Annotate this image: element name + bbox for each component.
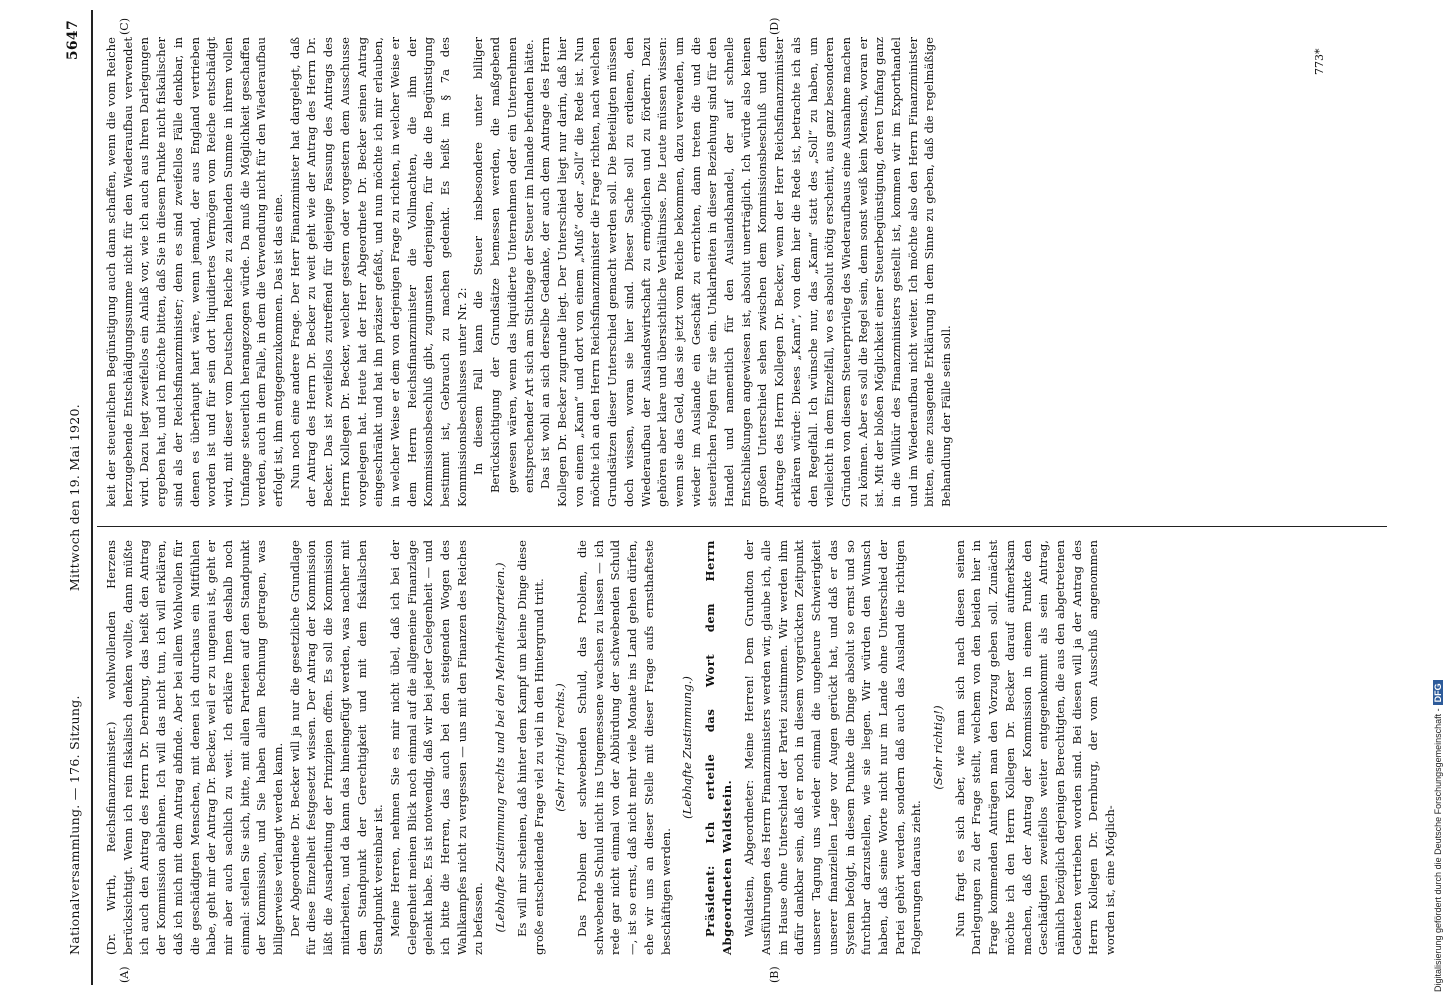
header-left: Nationalversammlung. — 176. Sitzung. (67, 695, 82, 955)
digitization-credit (1433, 680, 1443, 992)
column-divider (97, 526, 1387, 527)
paragraph: Das Problem der schwebenden Schuld, das Problem, die schwebende Schuld nicht ins Ungemessene wachsen zu lassen — ich rede gar nicht einmal von der Abbürdung der schwebenden Schuld —, ist so ernst, daß nicht mehr viele Monate ins Land gehen dürfen, ehe wir uns an dieser Stelle mit dieser Frage aufs ernsthafteste beschäftigen werden. (574, 540, 673, 955)
interjection: (Sehr richtig! rechts.) (553, 683, 568, 812)
page-footer-number: 773* (1313, 48, 1326, 75)
paragraph: Der Abgeordnete Dr. Becker will ja nur die gesetzliche Grundlage für diese Einzelheit festgesetzt wissen. Der Antrag der Kommission läßt die Ausarbeitung der Prinzipien offen. Es soll die Kommission mitarbeiten, und da kann das hineingefügt werden, was nachher mit dem Standpunkt der Gerechtigkeit und mit dem fiskalischen Standpunkt vereinbar ist. (287, 540, 386, 955)
dfg-logo: DFG (1433, 680, 1443, 705)
text-column-right (103, 37, 955, 507)
header-rule (91, 10, 93, 985)
interjection: (Lebhafte Zustimmung rechts und bei den Mehrheitsparteien.) (493, 562, 508, 933)
header-center: Mittwoch den 19. Mai 1920. (67, 403, 82, 592)
margin-mark-a: (A) (118, 966, 131, 983)
paragraph: Meine Herren, nehmen Sie es mir nicht übel, daß ich bei der Gelegenheit meinen Blick noch einmal auf die allgemeine Finanzlage gelenkt habe. Es ist notwendig, daß wir bei jeder Gelegenheit — und ich bitte die Herren, das auch bei den steigenden Wogen des Wahlkampfes nicht zu vergessen — uns mit den Finanzen des Reiches zu befassen. (387, 540, 486, 955)
paragraph: (Dr. Wirth, Reichsfinanzminister.) wohlwollenden Herzens berücksichtigt. Wenn ich rein fiskalisch denken wollte, dann müßte ich auch den Antrag des Herrn Dr. Dernburg, das heißt den Antrag der Kommission ablehnen. Ich will das nicht tun, ich will erklären, daß ich mich mit dem Antrag abfinde. Aber bei allem Wohlwollen für die geschädigten Menschen, mit denen ich durchaus ein Mitfühlen habe, geht mir der Antrag Dr. Becker, weil er zu ungenau ist, geht er mir aber auch sachlich zu weit. Ich erkläre Ihnen deshalb noch einmal: stellen Sie sich, bitte, mit allen Parteien auf den Standpunkt der Kommission, und Sie haben allem Rechnung getragen, was billigerweise verlangt werden kann. (104, 540, 286, 955)
paragraph: keit der steuerlichen Begünstigung auch dann schaffen, wenn die vom Reiche herzugebende Entschädigungssumme nicht für den Wiederaufbau verwendet wird. Dazu liegt zweifellos ein Anlaß vor, wie ich auch aus Ihren Darlegungen ergeben hat, und ich möchte bitten, daß Sie in diesem Punkte nicht fiskalischer sind als der Reichsfinanzminister; denn es sind zweifellos Fälle denkbar, in denen es überhaupt hart wäre, wenn jemand, der aus England vertrieben worden ist und für sein dort liquidiertes Vermögen vom Reiche entschädigt wird, mit dieser vom Deutschen Reiche zu zahlenden Summe in ihrem vollen Umfange steuerlich herangezogen würde. Da muß die Möglichkeit geschaffen werden, auch in dem Falle, in dem die Verwendung nicht für den Wiederaufbau erfolgt ist, ihm entgegenzukommen. Das ist das eine. (104, 37, 286, 507)
margin-mark-d: (D) (768, 17, 781, 35)
credit-text: Digitalisierung gefördert durch die Deutsche Forschungsgemeinschaft - (1433, 708, 1443, 992)
text-column-left (103, 540, 1119, 955)
rotated-page-content (63, 10, 1393, 985)
paragraph: Nun noch eine andere Frage. Der Herr Finanzminister hat dargelegt, daß der Antrag des Herrn Dr. Becker zu weit geht wie der Antrag des Herrn Dr. Becker. Das ist zweifellos zutreffend für diejenige Fassung des Antrags des Herrn Kollegen Dr. Becker, welcher gestern oder vorgestern dem Ausschusse vorgelegen hat. Heute hat der Herr Abgeordnete Dr. Becker seinen Antrag eingeschränkt und hat ihn präziser gefaßt, und nun möchte ich mir erlauben, in welcher Weise er dem von derjenigen Frage zu richten, in welcher Weise er dem Herrn Reichsfinanzminister die Vollmachten, die ihm der Kommissionsbeschluß gibt, zugunsten derjenigen, für die die Begünstigung bestimmt ist, Gebrauch zu machen gedenkt. Es heißt im § 7a des Kommissionsbeschlusses unter Nr. 2: (287, 37, 469, 507)
paragraph: Es will mir scheinen, daß hinter dem Kampf um kleine Dinge diese große entscheidende Frage viel zu viel in den Hintergrund tritt. (514, 540, 546, 955)
paragraph: Das ist wohl an sich derselbe Gedanke, der auch dem Antrage des Herrn Kollegen Dr. Becker zugrunde liegt. Der Unterschied liegt nur darin, daß hier von einem „Kann“ und dort von einem „Muß“ oder „Soll“ die Rede ist. Nun möchte ich an den Herrn Reichsfinanzminister die Frage richten, nach welchen Grundsätzen dieser Unterschied gemacht werden soll. Die Beteiligten müssen doch wissen, woran sie hier sind. Dieser Sache soll zu erdienen, den Wiederaufbau der Auslandswirtschaft zu ermöglichen und zu fördern. Dazu gehören aber klare und übersichtliche Verhältnisse. Die Leute müssen wissen: wenn sie das Geld, das sie jetzt vom Reiche bekommen, dazu verwenden, um wieder im Auslande ein Geschäft zu errichten, dann treten die und die steuerlichen Folgen für sie ein. Unklarheiten in dieser Beziehung sind für den Handel und namentlich für den Auslandshandel, der auf schnelle Entschließungen angewiesen ist, absolut unerträglich. Ich würde also keinen großen Unterschied sehen zwischen dem Kommissionsbeschluß und dem Antrage des Herrn Kollegen Dr. Becker, wenn der Herr Reichsfinanzminister erklären würde: Dieses „Kann“, von dem hier die Rede ist, betrachte ich als den Regelfall. Ich wünsche nur, das „Kann“ statt des „Soll“ zu haben, um vielleicht in dem Einzelfall, wo es absolut nötig erscheint, aus ganz besonderen Gründen von diesem Steuerprivileg des Wiederaufbaus eine Ausnahme machen zu können. Aber es soll die Regel sein, denn sonst weiß kein Mensch, woran er ist. Mit der bloßen Möglichkeit einer Steuerbegünstigung, deren Umfang ganz in die Willkür des Finanzministers gestellt ist, kommen wir im Exporthandel und im Wiederaufbau nicht weiter. Ich möchte also den Herrn Finanzminister bitten, eine zusagende Erklärung in dem Sinne zu geben, daß die regelmäßige Behandlung der Fälle sein soll. (538, 37, 954, 507)
interjection: (Sehr richtig!) (931, 705, 946, 790)
quoted-paragraph: In diesem Fall kann die Steuer insbesondere unter billiger Berücksichtigung der Grundsätze bemessen werden, die maßgebend gewesen wären, wenn das liquidierte Unternehmen oder ein Unternehmen entsprechender Art sich am Stichtage der Steuer im Inlande befunden hätte. (471, 37, 536, 493)
interjection: (Lebhafte Zustimmung.) (680, 676, 695, 819)
speech-paragraph: Waldstein, Abgeordneter: Meine Herren! Dem Grundton der Ausführungen des Herrn Finanzministers werden wir, glaube ich, alle im Hause ohne Unterschied der Partei zustimmen. Wir werden ihm dafür dankbar sein, daß er noch in diesem vorgerückten Zeitpunkt unserer Tagung uns wieder einmal die ungeheure Schwierigkeit unserer finanziellen Lage vor Augen gerückt hat, und daß er das System befolgt, in diesem Punkte die Dinge absolut so ernst und so furchtbar darzustellen, wie sie liegen. Wir würden den Wunsch haben, daß seine Worte nicht nur im Lande ohne Unterschied der Partei gehört werden, sondern daß auch das Ausland die richtigen Folgerungen daraus zieht. (742, 540, 924, 955)
speaker-paragraph: Präsident: Ich erteile das Wort dem Herrn Abgeordneten Waldstein. (702, 540, 734, 955)
margin-mark-c: (C) (118, 18, 131, 35)
paragraph: Nun fragt es sich aber, wie man sich nach diesen seinen Darlegungen zu der Frage stellt, welchem von den beiden hier in Frage kommenden Anträgen man den Vorzug geben soll. Zunächst möchte ich den Herrn Kollegen Dr. Becker darauf aufmerksam machen, daß der Antrag der Kommission in einem Punkte den Geschädigten zweifellos weiter entgegenkommt als sein Antrag, nämlich bezüglich derjenigen Berechtigten, die aus den abgetretenen Gebieten vertrieben worden sind. Bei diesen will ja der Antrag des Herrn Kollegen Dr. Dernburg, der vom Ausschuß angenommen worden ist, eine Möglich- (952, 540, 1118, 955)
header-page-number: 5647 (65, 20, 81, 61)
margin-mark-b: (B) (768, 966, 781, 983)
running-header (63, 10, 85, 985)
